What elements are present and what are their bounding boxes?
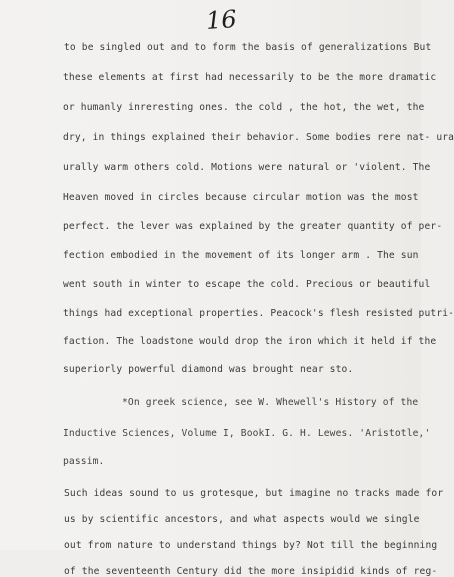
text-line: us by scientific ancestors, and what aspects would we single <box>64 514 420 525</box>
footnote-line: *On greek science, see W. Whewell's History of the <box>122 397 419 408</box>
footnote-line: passim. <box>63 456 105 467</box>
text-line: Such ideas sound to us grotesque, but imagine no tracks made for <box>64 488 444 499</box>
text-line: or humanly inreresting ones. the cold , the hot, the wet, the <box>63 102 425 113</box>
text-line: Heaven moved in circles because circular motion was the most <box>63 192 419 203</box>
text-line: these elements at first had necessarily to be the more dramatic <box>63 72 437 83</box>
text-line: dry, in things explained their behavior. Some bodies rere nat- ura <box>63 132 454 143</box>
text-line: fection embodied in the movement of its longer arm . The sun <box>63 250 419 261</box>
text-line: faction. The loadstone would drop the iron which it held if the <box>63 336 437 347</box>
text-line: things had exceptional properties. Peacock's flesh resisted putri- <box>63 308 454 319</box>
page-number: 16 <box>205 4 238 36</box>
text-line: out from nature to understand things by? Not till the beginning <box>64 540 438 551</box>
text-line: superiorly powerful diamond was brought near sto. <box>63 364 354 375</box>
text-line: of the seventeenth Century did the more insipidid kinds of reg- <box>64 566 438 577</box>
text-line: to be singled out and to form the basis of generalizations But <box>64 42 432 53</box>
footnote-line: Inductive Sciences, Volume I, BookI. G. H. Lewes. 'Aristotle,' <box>63 428 431 439</box>
text-line: perfect. the lever was explained by the greater quantity of per- <box>63 221 443 232</box>
text-line: urally warm others cold. Motions were natural or 'violent. The <box>63 162 431 173</box>
text-line: went south in winter to escape the cold. Precious or beautiful <box>63 279 431 290</box>
